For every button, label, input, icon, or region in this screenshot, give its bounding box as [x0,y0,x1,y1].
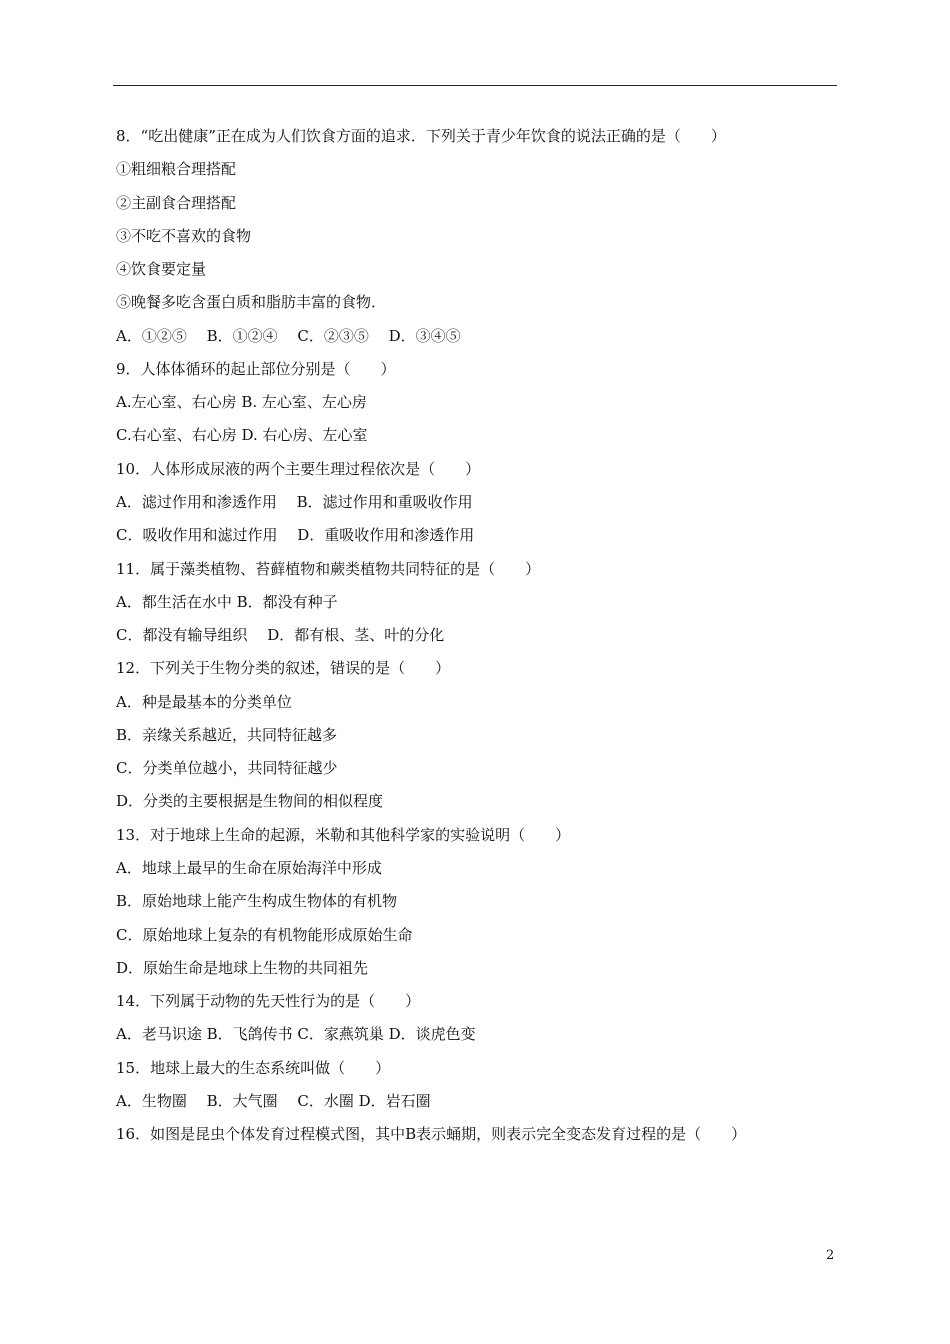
question-8-statement-5: ⑤晚餐多吃含蛋白质和脂肪丰富的食物． [116,293,387,311]
question-8-statement-4: ④饮食要定量 [116,260,207,278]
question-11-stem: 11．属于藻类植物、苔藓植物和蕨类植物共同特征的是（ ） [116,560,541,578]
question-13-option-d: D．原始生命是地球上生物的共同祖先 [116,959,369,977]
question-8-stem: 8．“吃出健康”正在成为人们饮食方面的追求．下列关于青少年饮食的说法正确的是（ ） [116,127,726,145]
question-14-options: A．老马识途 B．飞鸽传书 C．家燕筑巢 D．谈虎色变 [116,1025,476,1043]
question-13-option-c: C．原始地球上复杂的有机物能形成原始生命 [116,926,413,944]
header-rule [113,85,837,86]
question-12-option-b: B．亲缘关系越近，共同特征越多 [116,726,338,744]
question-8-statement-3: ③不吃不喜欢的食物 [116,227,252,245]
question-8-statement-2: ②主副食合理搭配 [116,194,237,212]
question-8-options: A．①②⑤ B．①②④ C．②③⑤ D．③④⑤ [116,327,461,345]
question-13-stem: 13．对于地球上生命的起源，米勒和其他科学家的实验说明（ ） [116,826,571,844]
question-13-option-b: B．原始地球上能产生构成生物体的有机物 [116,892,398,910]
question-16-stem: 16．如图是昆虫个体发育过程模式图，其中B表示蛹期，则表示完全变态发育过程的是（ ） [116,1125,747,1143]
question-8-statement-1: ①粗细粮合理搭配 [116,160,237,178]
question-10-options-ab: A．滤过作用和渗透作用 B．滤过作用和重吸收作用 [116,493,473,511]
question-11-options-cd: C．都没有输导组织 D．都有根、茎、叶的分化 [116,626,445,644]
question-14-stem: 14．下列属于动物的先天性行为的是（ ） [116,992,421,1010]
question-15-stem: 15．地球上最大的生态系统叫做（ ） [116,1059,391,1077]
question-9-options-cd: C.右心室、右心房 D. 右心房、左心室 [116,426,368,444]
question-12-stem: 12．下列关于生物分类的叙述，错误的是（ ） [116,659,451,677]
question-10-stem: 10．人体形成尿液的两个主要生理过程依次是（ ） [116,460,481,478]
question-9-options-ab: A.左心室、右心房 B. 左心室、左心房 [116,393,367,411]
page-number: 2 [826,1248,835,1263]
question-15-options: A．生物圈 B．大气圈 C．水圈 D．岩石圈 [116,1092,431,1110]
question-11-options-ab: A．都生活在水中 B．都没有种子 [116,593,338,611]
question-12-option-a: A．种是最基本的分类单位 [116,693,292,711]
question-12-option-d: D．分类的主要根据是生物间的相似程度 [116,792,384,810]
question-9-stem: 9．人体体循环的起止部位分别是（ ） [116,360,396,378]
question-10-options-cd: C．吸收作用和滤过作用 D．重吸收作用和渗透作用 [116,526,475,544]
question-12-option-c: C．分类单位越小，共同特征越少 [116,759,338,777]
question-13-option-a: A．地球上最早的生命在原始海洋中形成 [116,859,382,877]
